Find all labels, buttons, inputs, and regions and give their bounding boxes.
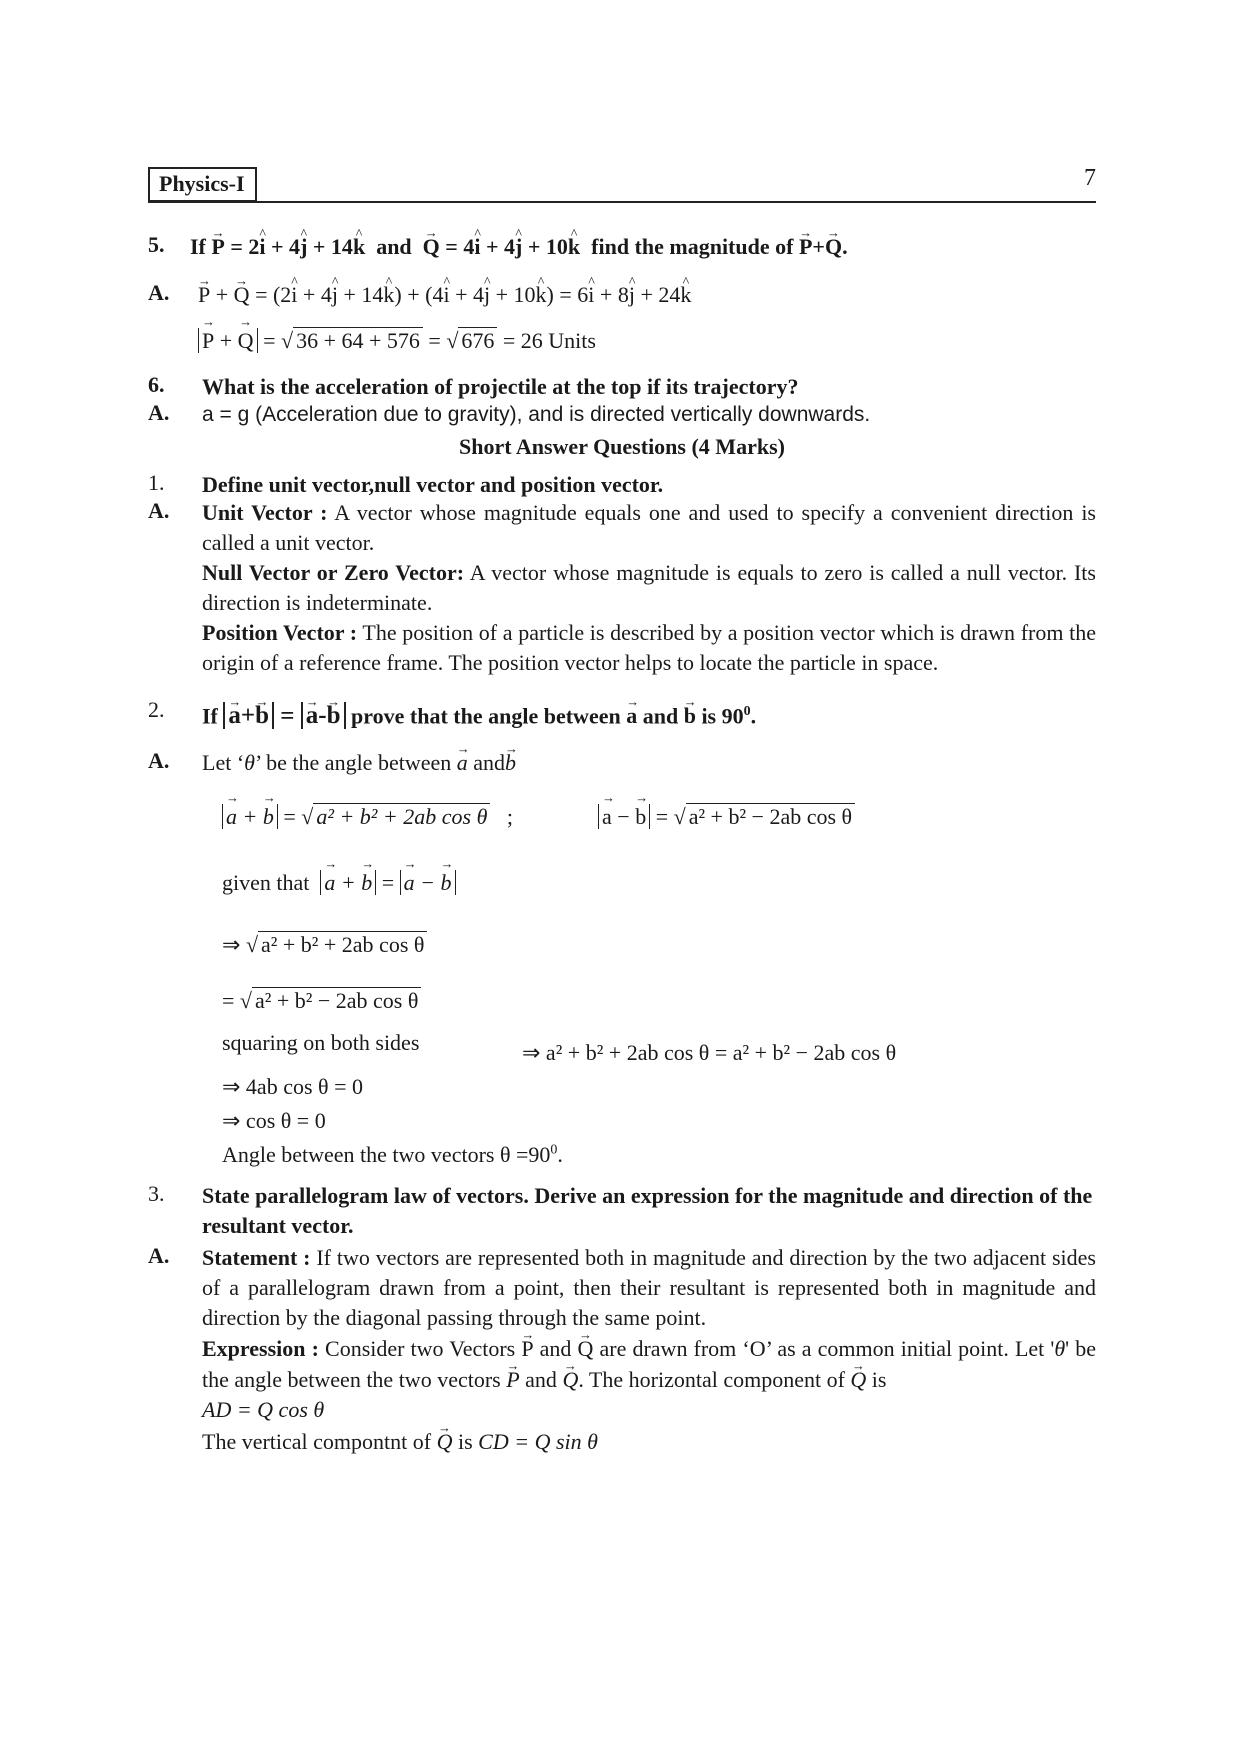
text: ’ be the angle between (254, 750, 457, 775)
squaring-text: squaring on both sides (222, 1030, 420, 1055)
answer-label: A. (148, 498, 170, 523)
magnitude-expression: → P + → Q (198, 328, 258, 353)
question-number: 6. (148, 372, 165, 397)
term: Expression : (202, 1336, 319, 1361)
vector-b: → b (361, 870, 372, 896)
answer-5-line-2: → P + → Q = √ 36 + 64 + 576 = √ 676 = 26 Units (198, 328, 596, 354)
vertical-component-line (202, 1427, 1096, 1457)
text: + 4 (449, 282, 484, 307)
unit-vector-definition (202, 498, 1096, 558)
vector-b: → b (684, 701, 696, 731)
unit-i: ^ i (588, 280, 594, 310)
vector-Q: → Q (234, 280, 250, 310)
question-6 (148, 372, 1096, 402)
unit-i: ^ i (291, 280, 297, 310)
vector-b: → b (505, 748, 516, 778)
page-number: 7 (1084, 165, 1096, 191)
term: Null Vector or Zero Vector: (202, 560, 465, 585)
definition-text: The position of a particle is described by a position vector which is drawn from the origin of a reference frame. The position vector helps to locate the particle in space. (202, 620, 1096, 675)
sqrt-expression: a² + b² − 2ab cos θ (686, 803, 855, 829)
text: are drawn from ‘O’ as a common initial point. Let ' (593, 1336, 1055, 1361)
text: = 4 (439, 234, 475, 259)
text: prove that the angle between (345, 703, 627, 729)
vector-b: → b (327, 701, 341, 731)
sqrt-expression: a² + b² − 2ab cos θ (252, 987, 421, 1013)
vector-a: → a (404, 870, 415, 896)
degree: 0 (550, 1142, 558, 1158)
term: Unit Vector : (202, 500, 328, 525)
text: + 14 (337, 282, 384, 307)
definition-text: A vector whose magnitude equals one and used to specify a convenient direction is called a unit vector. (202, 500, 1096, 555)
question-text: State parallelogram law of vectors. Derive an expression for the magnitude and direction of the resultant vector. (202, 1183, 1093, 1238)
vector-a: → a (306, 701, 319, 731)
text: + 4 (297, 282, 332, 307)
angle-value: θ =90 (499, 1142, 551, 1167)
text: ) + (4 (394, 282, 444, 307)
text: . (557, 1142, 563, 1167)
text: = (222, 988, 240, 1013)
text: = 26 Units (497, 328, 596, 353)
unit-i: ^ i (474, 232, 480, 262)
magnitude-expression: → a + → b (222, 804, 278, 829)
magnitude-expression: → a − → b (400, 870, 456, 895)
text-end: . (842, 234, 848, 259)
text: = (257, 328, 281, 353)
text: and (637, 703, 684, 729)
text: = 2 (224, 234, 260, 259)
answer-6 (148, 400, 1096, 430)
equation-magnitude-difference: → a − → b = √ a² + b² − 2ab cos θ (598, 804, 855, 830)
text-and: and (376, 234, 412, 259)
short-answer-1 (148, 498, 1096, 678)
text-find: find the magnitude of (591, 234, 794, 259)
text: and (467, 750, 506, 775)
text: Let ‘ (202, 750, 245, 775)
theta-symbol: θ (1054, 1336, 1066, 1361)
equation-magnitude-sum: → a + → b = √ a² + b² + 2ab cos θ ; (222, 804, 513, 830)
text: + 4 (480, 234, 516, 259)
magnitude-a-plus-b: → a+→ b (223, 702, 274, 729)
text: and (519, 1367, 563, 1392)
unit-k: ^ k (383, 280, 394, 310)
term: Statement : (202, 1245, 311, 1270)
vector-Q: → Q (825, 232, 842, 262)
question-text: What is the acceleration of projectile at the top if its trajectory? (202, 374, 799, 399)
text: + 4 (265, 234, 301, 259)
term: Position Vector : (202, 620, 358, 645)
vector-b: → b (255, 701, 269, 731)
expression-paragraph (202, 1333, 1096, 1395)
null-vector-definition (202, 558, 1096, 618)
text: + 10 (522, 234, 568, 259)
text: ' be the angle between the two vectors (202, 1336, 1096, 1392)
vector-a: → a (324, 870, 335, 896)
vector-a: → a (626, 701, 637, 731)
text: + 24 (634, 282, 681, 307)
unit-j: ^ j (484, 280, 490, 310)
question-text (202, 697, 1096, 731)
separator: ; (506, 804, 513, 829)
vector-Q: → Q (562, 1364, 578, 1395)
text: = (2 (249, 282, 292, 307)
text: is (452, 1429, 479, 1454)
answer-label: A. (148, 400, 170, 425)
sqrt-expression: a² + b² + 2ab cos θ (258, 931, 427, 957)
unit-j: ^ j (332, 280, 338, 310)
vector-b: → b (263, 804, 274, 830)
vector-P: → P (198, 280, 210, 310)
vector-Q: → Q (423, 232, 440, 262)
unit-k: ^ k (353, 232, 365, 262)
vector-a: → a (457, 748, 468, 778)
vector-Q: → Q (238, 328, 254, 354)
vector-Q: → Q (850, 1364, 866, 1395)
vector-a: → a (228, 701, 241, 731)
text: + 8 (594, 282, 629, 307)
statement-text: If two vectors are represented both in magnitude and direction by the two adjacent sides of a parallelogram drawn from a point, then their resultant is represented both in magnitude and direction by the diagonal passing through the same point. (202, 1245, 1096, 1330)
sqrt-expression: 36 + 64 + 576 (293, 327, 423, 353)
definition-text: A vector whose magnitude is equals to zero is called a null vector. Its direction is indeterminate. (202, 560, 1096, 615)
text: = (277, 804, 302, 829)
unit-k: ^ k (680, 280, 691, 310)
text: = (274, 702, 301, 730)
short-answer-3 (148, 1243, 1096, 1473)
position-vector-definition (202, 618, 1096, 678)
question-number: 1. (148, 470, 165, 495)
unit-j: ^ j (300, 232, 307, 262)
sqrt-expression: 676 (458, 327, 497, 353)
implies-arrow: ⇒ (222, 932, 241, 957)
short-question-2 (148, 697, 1096, 733)
vector-a: → a (602, 804, 612, 830)
unit-k: ^ k (568, 232, 580, 262)
text: Consider two Vectors (318, 1336, 522, 1361)
text: is (866, 1367, 887, 1392)
text-if: If (190, 234, 206, 259)
implication-2: = √ a² + b² − 2ab cos θ (222, 988, 421, 1014)
squared-equation: ⇒ a² + b² + 2ab cos θ = a² + b² − 2ab cos θ (522, 1040, 897, 1065)
vector-P: → P (211, 232, 224, 262)
text: + 14 (307, 234, 353, 259)
unit-j: ^ j (515, 232, 522, 262)
text: = (650, 804, 674, 829)
unit-k: ^ k (536, 280, 547, 310)
horizontal-component-equation: AD = Q cos θ (202, 1397, 325, 1422)
answer-5-line-1: → P + → Q = (2^ i + 4^ j + 14^ k) + (4^ i + 4^ j + 10^ k) = 6^ i + 8^ j + 24^ k (198, 280, 1096, 310)
section-title: Short Answer Questions (4 Marks) (459, 434, 785, 459)
unit-i: ^ i (443, 280, 449, 310)
vector-P: → P (202, 328, 214, 354)
step-3: ⇒ 4ab cos θ = 0 (222, 1074, 363, 1099)
vector-b: → b (635, 804, 646, 830)
answer-label: A. (148, 1243, 170, 1268)
theta-symbol: θ (244, 750, 255, 775)
text: Angle between the two vectors (222, 1142, 500, 1167)
vector-Q: → Q (578, 1333, 594, 1364)
vertical-component-equation: CD = Q sin θ (478, 1429, 598, 1454)
answer-text: a = g (Acceleration due to gravity), and is directed vertically downwards. (202, 403, 871, 426)
text: given that (222, 870, 310, 895)
degree: 0 (743, 704, 751, 719)
magnitude-expression: → a + → b (320, 870, 376, 895)
unit-j: ^ j (629, 280, 635, 310)
answer-body (202, 498, 1096, 678)
subject-title: Physics-I (148, 167, 257, 202)
question-text: If → P = 2^ i + 4^ j + 14^ k and → Q = 4^ i + 4^ j + 10^ k find the magnitude of → P+→ Q. (190, 232, 1096, 262)
text: and (533, 1336, 578, 1361)
vector-b: → b (441, 870, 452, 896)
vector-P: → P (521, 1333, 533, 1364)
short-question-3 (148, 1181, 1096, 1243)
statement-paragraph (202, 1243, 1096, 1333)
answer-body (202, 1243, 1096, 1457)
given-line (222, 870, 456, 896)
question-number: 2. (148, 697, 165, 722)
sqrt-expression: a² + b² + 2ab cos θ (313, 803, 490, 829)
text: The vertical compontnt of (202, 1429, 437, 1454)
question-number: 3. (148, 1181, 165, 1206)
question-text: Define unit vector,null vector and position vector. (202, 472, 664, 497)
angle-conclusion (222, 1142, 563, 1168)
text: + 10 (490, 282, 536, 307)
question-5 (148, 232, 1096, 266)
text: is 90 (695, 703, 744, 729)
text: = (376, 870, 400, 895)
answer-label: A. (148, 748, 170, 773)
text: . The horizontal component of (578, 1367, 851, 1392)
text: . (750, 703, 757, 729)
page-header (148, 163, 1096, 203)
vector-P: → P (799, 232, 812, 262)
question-number: 5. (148, 232, 165, 257)
short-question-1 (148, 470, 1096, 500)
vector-Q: → Q (437, 1427, 453, 1457)
unit-i: ^ i (259, 232, 265, 262)
short-answer-2-intro (148, 748, 1096, 782)
vector-a: → a (226, 804, 237, 830)
text: ) = 6 (546, 282, 589, 307)
magnitude-expression: → a − → b (598, 804, 650, 829)
text-if: If (202, 703, 218, 729)
text: = (422, 328, 447, 353)
answer-label: A. (148, 280, 170, 305)
magnitude-a-minus-b: → a-→ b (301, 702, 346, 729)
answer-text (202, 748, 1096, 778)
answer-5 (148, 280, 1096, 314)
vector-P: → P (506, 1364, 519, 1395)
implication-1: ⇒ √ a² + b² + 2ab cos θ (222, 932, 427, 958)
step-4: ⇒ cos θ = 0 (222, 1108, 326, 1133)
